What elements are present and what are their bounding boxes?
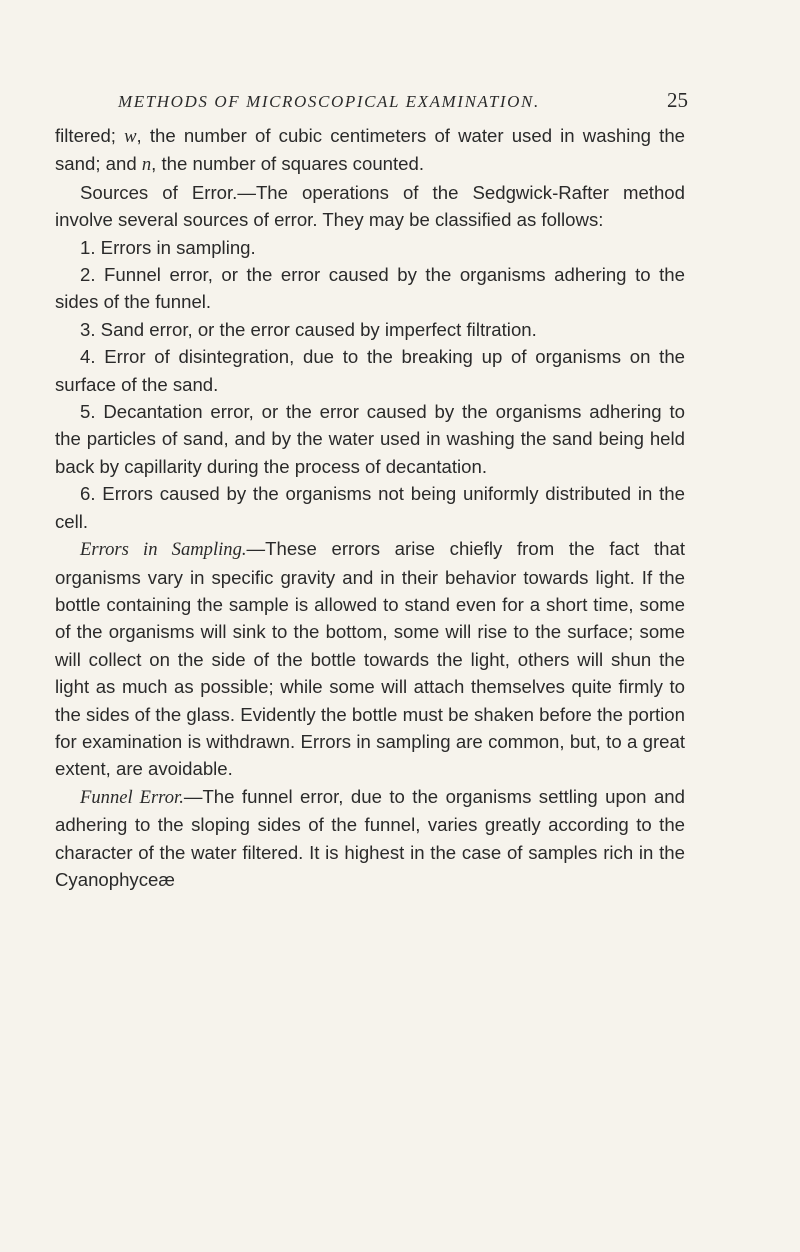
section-heading-funnel-error: Funnel Error.	[80, 786, 184, 808]
text-run: filtered;	[55, 125, 125, 146]
running-head	[118, 88, 688, 112]
page-body	[55, 122, 685, 893]
list-item: 5. Decantation error, or the error caused by the organisms adhering to the particles of sand, and by the water used in washing the sand being held back by capillarity during the process of decantation.	[55, 401, 685, 477]
running-head-title: METHODS OF MICROSCOPICAL EXAMINATION.	[118, 92, 540, 111]
text-run: —These errors arise chiefly from the fact that organisms vary in specific gravity and in their behavior towards light. If the bottle containing the sample is allowed to stand even for a short time, some of the organisms will sink to the bottom, some will rise to the surface; some will collect on the side of the bottle towards the light, others will shun the light as much as possible; while some will attach themselves quite firmly to the sides of the glass. Evidently the bottle must be shaken before the portion for examination is withdrawn. Errors in sampling are common, but, to a great extent, are avoidable.	[55, 538, 685, 780]
list-item: 2. Funnel error, or the error caused by the organisms adhering to the sides of the funnel.	[55, 264, 685, 313]
paragraph-sources-of-error	[55, 179, 685, 234]
text-run: —The funnel error, due to the organisms settling upon and adhering to the sloping sides of the funnel, varies greatly according to the character of the water filtered. It is highest in the case of samples rich in the Cyanophyceæ	[55, 785, 685, 890]
list-item: 3. Sand error, or the error caused by imperfect filtration.	[80, 318, 537, 340]
section-heading-errors-in-sampling: Errors in Sampling.	[80, 539, 247, 561]
variable-n: n	[141, 154, 152, 176]
page-number: 25	[667, 88, 688, 112]
paragraph-funnel-error	[55, 783, 685, 894]
list-item: 1. Errors in sampling.	[80, 236, 256, 258]
paragraph-continuation	[55, 122, 685, 179]
section-heading-sources-of-error: Sources of Error.	[80, 181, 238, 203]
text-run: , the number of squares counted.	[151, 153, 425, 175]
variable-w: w	[124, 126, 137, 147]
paragraph-errors-in-sampling	[55, 535, 685, 783]
text-run: —The operations of the Sedgwick-Rafter method involve several sources of error. They may be classified as follows:	[55, 181, 685, 231]
list-item: 6. Errors caused by the organisms not being uniformly distributed in the cell.	[55, 483, 685, 532]
list-item: 4. Error of disintegration, due to the breaking up of organisms on the surface of the sand.	[55, 346, 685, 395]
text-run: , the number of cubic centimeters of water used in washing the sand; and	[55, 125, 686, 175]
